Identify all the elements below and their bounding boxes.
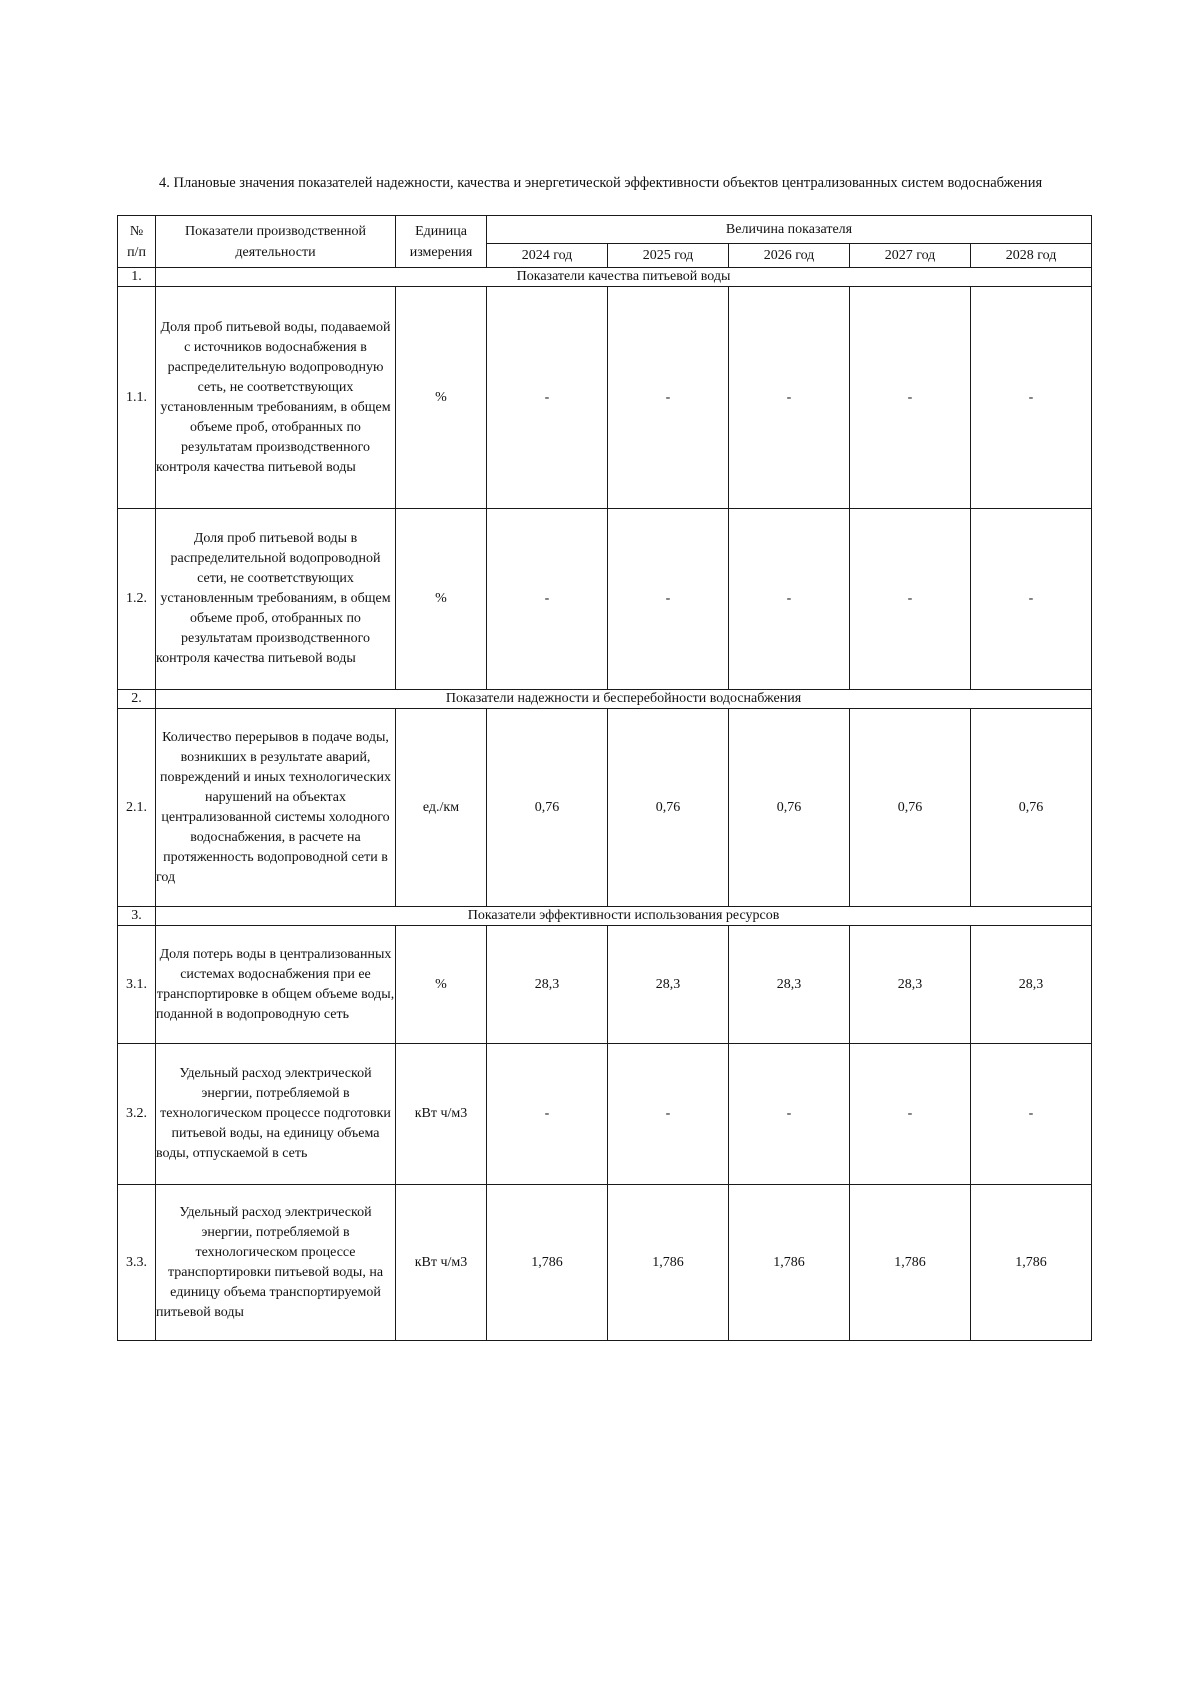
row-unit: кВт ч/м3: [396, 1044, 487, 1185]
table-row: [118, 509, 1092, 690]
header-num: [118, 216, 156, 268]
header-num-line2: п/п: [127, 244, 146, 260]
row-value: 1,786: [971, 1185, 1092, 1341]
header-year: 2024 год: [487, 244, 608, 268]
row-name: Доля проб питьевой воды в распределительной водопроводной сети, не соответствующих установленным требованиям, в общем объеме проб, отобранных по результатам производственного контроля качества питьевой воды: [156, 509, 396, 690]
header-row: [118, 216, 1092, 244]
row-value: -: [729, 287, 850, 509]
row-value: 0,76: [971, 709, 1092, 907]
row-unit: кВт ч/м3: [396, 1185, 487, 1341]
row-value: -: [850, 1044, 971, 1185]
header-year: 2028 год: [971, 244, 1092, 268]
row-value: 28,3: [729, 926, 850, 1044]
row-value: -: [850, 509, 971, 690]
header-unit-line2: измерения: [409, 244, 473, 260]
row-name: Количество перерывов в подаче воды, возникших в результате аварий, повреждений и иных технологических нарушений на объектах централизованной системы холодного водоснабжения, в расчете на протяженность водопроводной сети в год: [156, 709, 396, 907]
header-year: 2026 год: [729, 244, 850, 268]
header-num-line1: №: [129, 223, 144, 239]
header-name-line2: деятельности: [235, 244, 316, 260]
row-value: -: [487, 509, 608, 690]
row-value: 1,786: [729, 1185, 850, 1341]
row-name: Удельный расход электрической энергии, потребляемой в технологическом процессе транспортировки питьевой воды, на единицу объема транспортируемой питьевой воды: [156, 1185, 396, 1341]
row-value: -: [729, 1044, 850, 1185]
row-value: 1,786: [608, 1185, 729, 1341]
header-year: 2027 год: [850, 244, 971, 268]
header-name-line1: Показатели производственной: [185, 223, 366, 239]
header-year: 2025 год: [608, 244, 729, 268]
row-value: 28,3: [487, 926, 608, 1044]
table-caption: 4. Плановые значения показателей надежности, качества и энергетической эффективности объектов централизованных систем водоснабжения: [159, 175, 1043, 191]
header-unit: [396, 216, 487, 268]
table-row: [118, 1044, 1092, 1185]
section-row: [118, 690, 1092, 709]
row-value: -: [971, 1044, 1092, 1185]
row-value: -: [608, 287, 729, 509]
row-value: 1,786: [850, 1185, 971, 1341]
section-num: 3.: [118, 907, 156, 926]
row-value: 1,786: [487, 1185, 608, 1341]
row-num: 3.3.: [118, 1185, 156, 1341]
row-value: -: [971, 287, 1092, 509]
row-value: -: [487, 287, 608, 509]
section-title: Показатели качества питьевой воды: [156, 268, 1092, 287]
row-value: 28,3: [971, 926, 1092, 1044]
section-row: [118, 268, 1092, 287]
row-name: Удельный расход электрической энергии, потребляемой в технологическом процессе подготовки питьевой воды, на единицу объема воды, отпускаемой в сеть: [156, 1044, 396, 1185]
row-unit: %: [396, 509, 487, 690]
row-unit: %: [396, 926, 487, 1044]
row-value: 28,3: [608, 926, 729, 1044]
row-value: -: [608, 509, 729, 690]
row-num: 2.1.: [118, 709, 156, 907]
row-num: 3.2.: [118, 1044, 156, 1185]
row-name: Доля потерь воды в централизованных системах водоснабжения при ее транспортировке в общем объеме воды, поданной в водопроводную сеть: [156, 926, 396, 1044]
row-value: 0,76: [850, 709, 971, 907]
row-num: 1.1.: [118, 287, 156, 509]
table-row: [118, 287, 1092, 509]
row-value: 0,76: [487, 709, 608, 907]
section-row: [118, 907, 1092, 926]
section-title: Показатели эффективности использования ресурсов: [156, 907, 1092, 926]
row-num: 1.2.: [118, 509, 156, 690]
row-value: 28,3: [850, 926, 971, 1044]
table-row: [118, 709, 1092, 907]
row-unit: %: [396, 287, 487, 509]
section-num: 1.: [118, 268, 156, 287]
row-value: -: [971, 509, 1092, 690]
row-value: -: [729, 509, 850, 690]
header-name: [156, 216, 396, 268]
row-unit: ед./км: [396, 709, 487, 907]
header-value-group: Величина показателя: [487, 216, 1092, 244]
header-unit-line1: Единица: [415, 223, 467, 239]
section-title: Показатели надежности и бесперебойности водоснабжения: [156, 690, 1092, 709]
row-value: -: [487, 1044, 608, 1185]
table-row: [118, 926, 1092, 1044]
row-value: 0,76: [608, 709, 729, 907]
row-name: Доля проб питьевой воды, подаваемой с источников водоснабжения в распределительную водопроводную сеть, не соответствующих установленным требованиям, в общем объеме проб, отобранных по результатам производственного контроля качества питьевой воды: [156, 287, 396, 509]
indicators-table: [117, 215, 1092, 1341]
section-num: 2.: [118, 690, 156, 709]
row-value: -: [608, 1044, 729, 1185]
row-num: 3.1.: [118, 926, 156, 1044]
row-value: -: [850, 287, 971, 509]
table-row: [118, 1185, 1092, 1341]
row-value: 0,76: [729, 709, 850, 907]
